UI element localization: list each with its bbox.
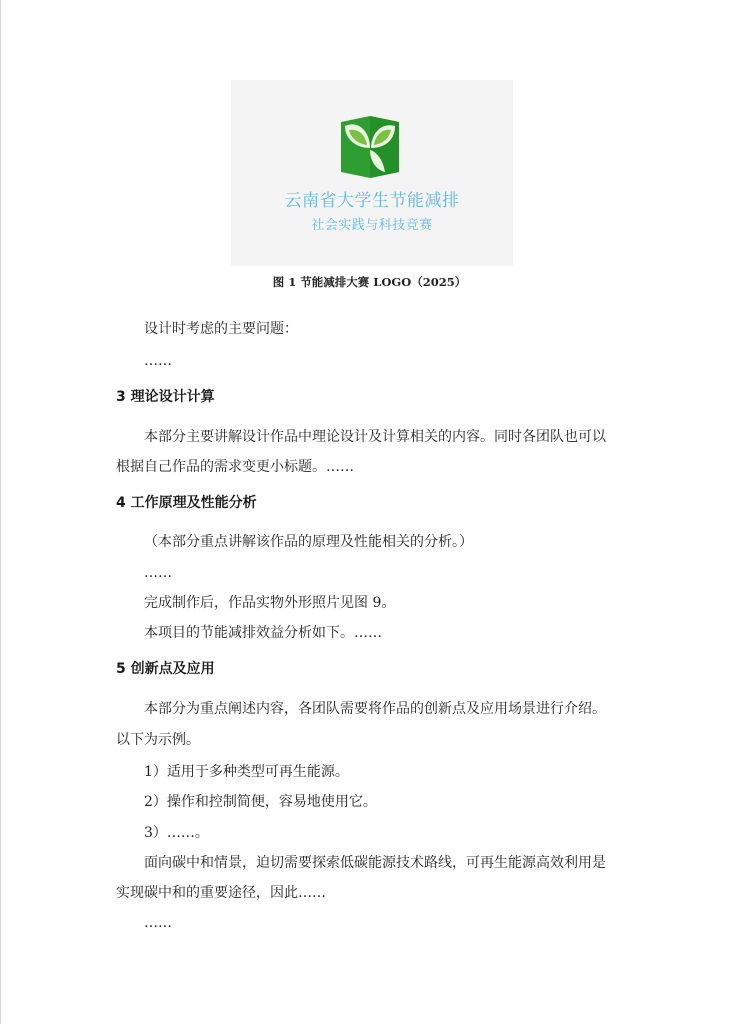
paragraph-line: 完成制作后，作品实物外形照片见图 9。 <box>144 595 396 611</box>
paragraph-line: 本部分为重点阐述内容，各团队需要将作品的创新点及应用场景进行介绍。 <box>144 701 606 717</box>
paragraph-line: 根据自己作品的需求变更小标题。…… <box>116 459 354 475</box>
paragraph-line: 面向碳中和情景，迫切需要探索低碳能源技术路线，可再生能源高效利用是 <box>144 855 606 871</box>
logo-title-line2: 社会实践与科技竞赛 <box>311 218 433 233</box>
paragraph-line: 实现碳中和的重要途径，因此…… <box>116 885 326 901</box>
paragraph-line: …… <box>144 353 172 369</box>
paragraph-line: （本部分重点讲解该作品的原理及性能相关的分析。） <box>144 534 473 550</box>
paragraph-line: …… <box>144 915 172 931</box>
paragraph-line: 本部分主要讲解设计作品中理论设计及计算相关的内容。同时各团队也可以 <box>144 429 606 445</box>
figure-caption: 图 1 节能减排大赛 LOGO（2025） <box>272 275 467 289</box>
paragraph-line: 设计时考虑的主要问题： <box>144 321 298 337</box>
paragraph-line: 本项目的节能减排效益分析如下。…… <box>144 625 382 641</box>
paragraph-line: 1）适用于多种类型可再生能源。 <box>144 764 349 780</box>
section-heading: 3 理论设计计算 <box>116 389 215 405</box>
logo-title-line1: 云南省大学生节能减排 <box>284 191 460 211</box>
section-heading: 5 创新点及应用 <box>116 661 215 677</box>
leaf-cube-logo-icon <box>337 114 403 180</box>
paragraph-line: 3）……。 <box>144 825 209 841</box>
logo-figure <box>231 80 513 266</box>
section-heading: 4 工作原理及性能分析 <box>116 495 257 511</box>
page-left-edge <box>0 0 1 1024</box>
paragraph-line: 以下为示例。 <box>116 732 200 748</box>
paragraph-line: 2）操作和控制简便，容易地使用它。 <box>144 794 377 810</box>
paragraph-line: …… <box>144 565 172 581</box>
